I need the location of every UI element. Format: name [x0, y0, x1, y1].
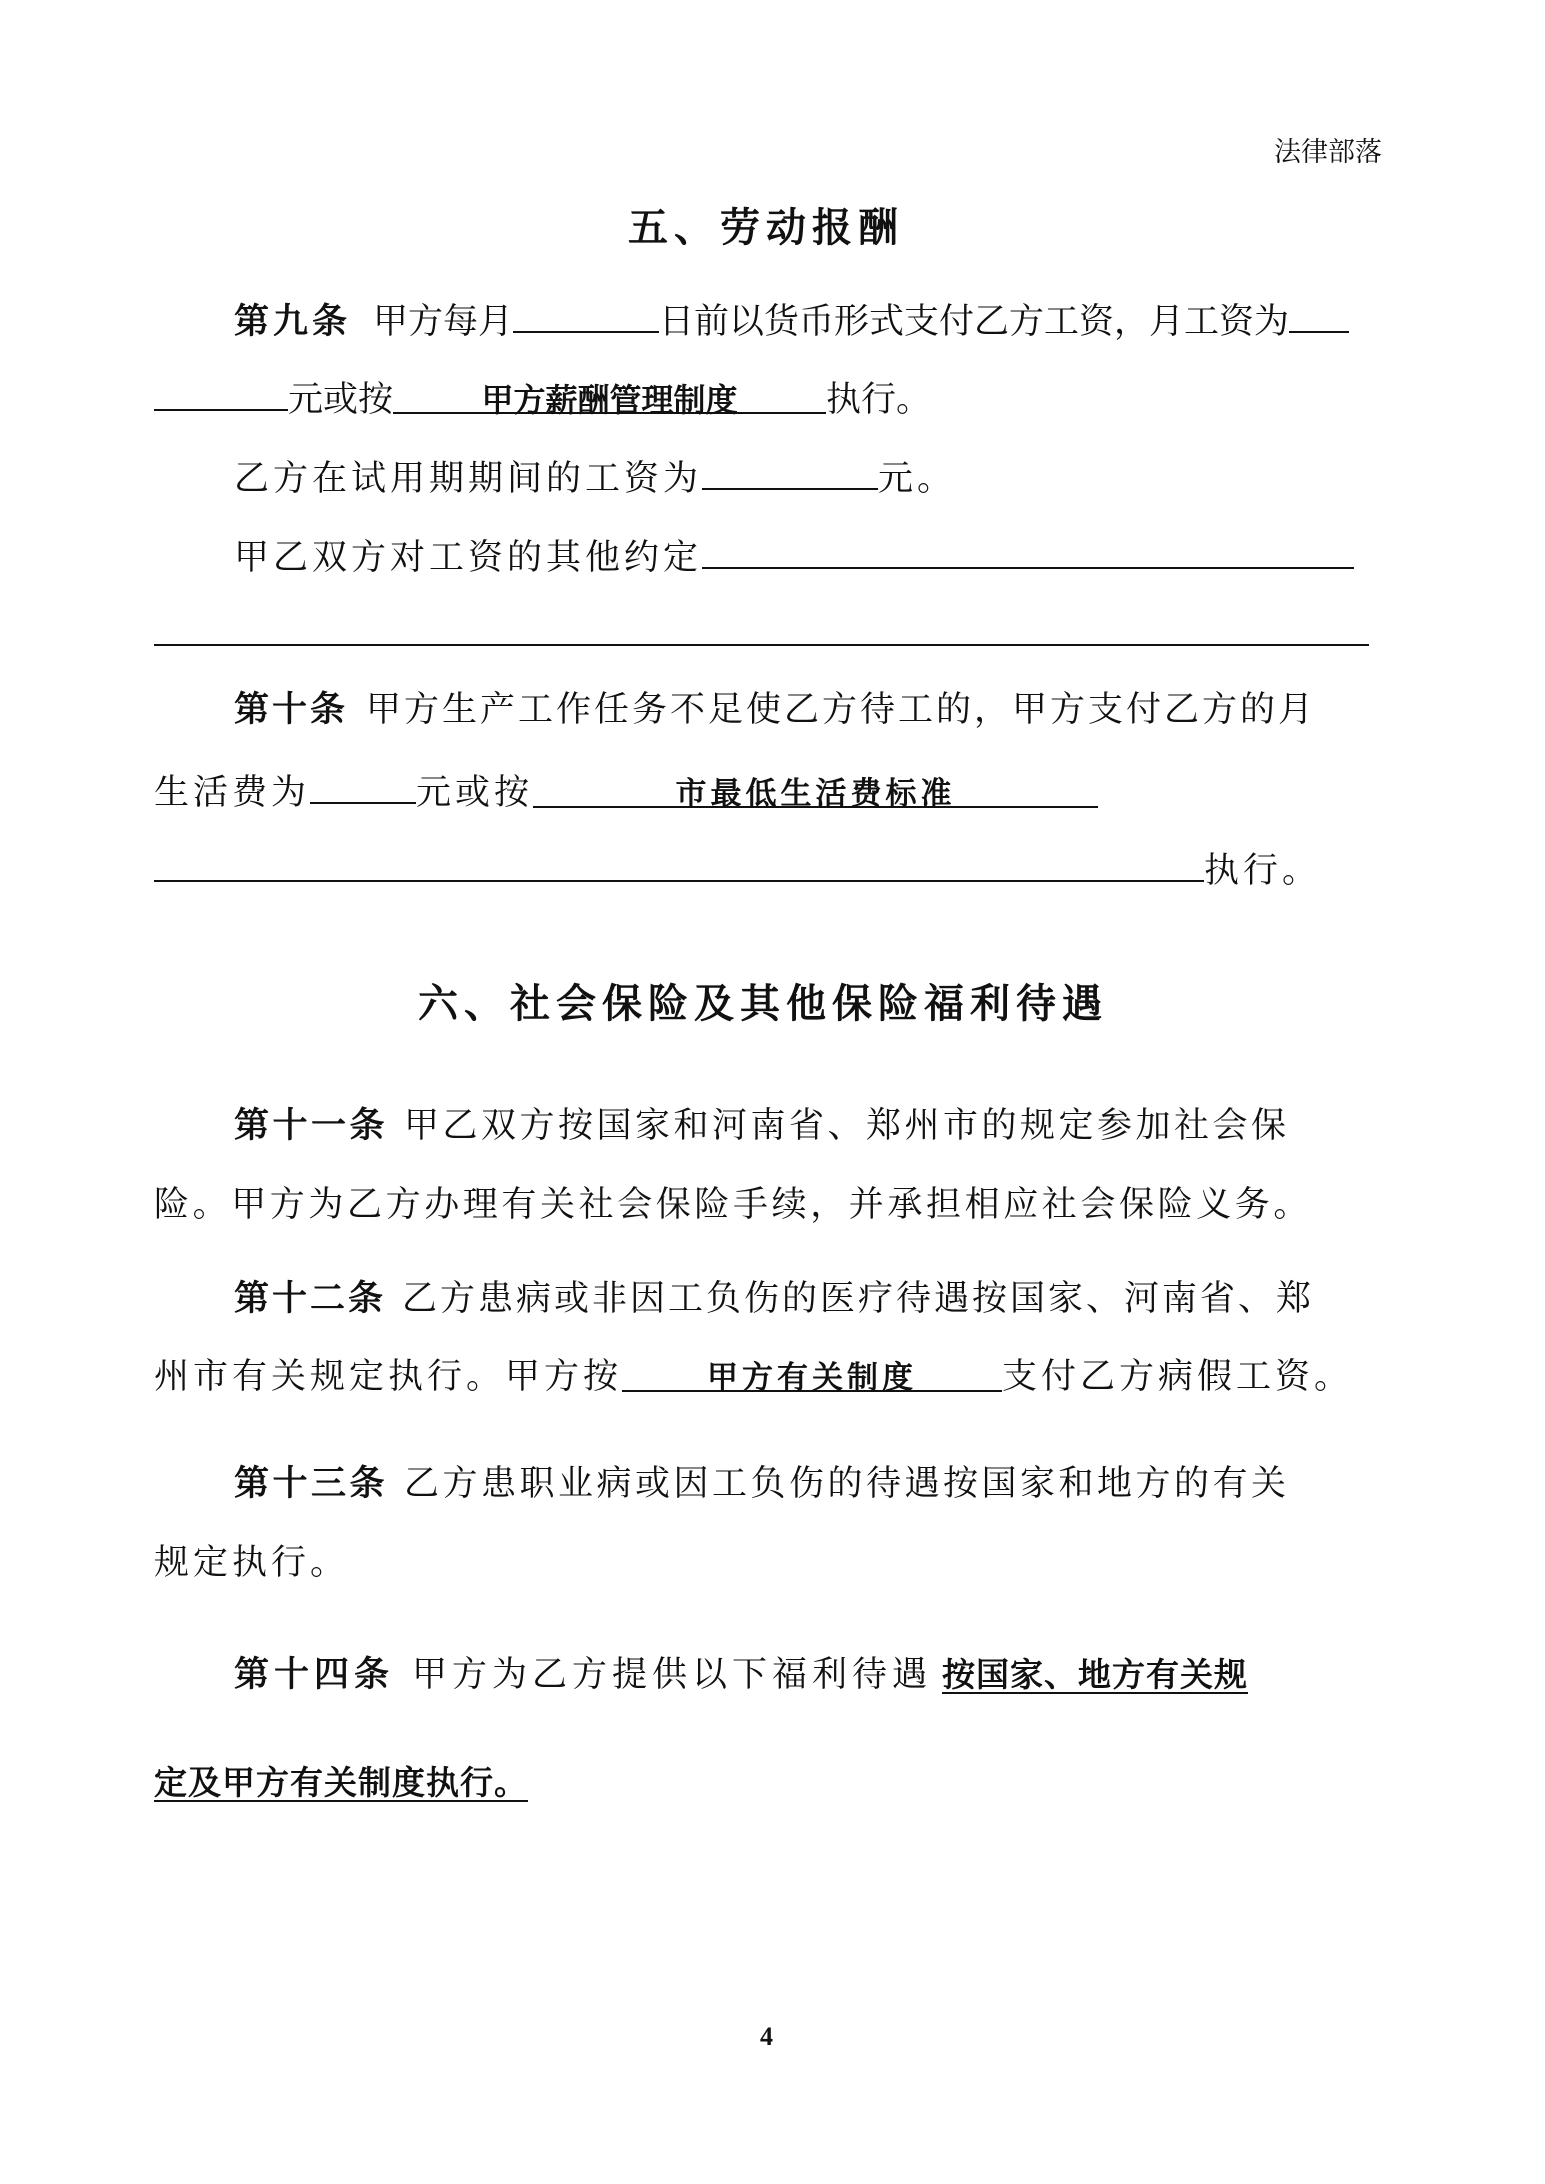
article-10-line-1	[234, 688, 1316, 732]
text: 甲乙双方对工资的其他约定	[234, 538, 703, 578]
blank-field	[702, 533, 1354, 569]
article-label: 第十四条	[234, 1655, 395, 1695]
blank-field	[154, 375, 288, 411]
text: 甲方为乙方提供以下福利待遇	[412, 1655, 933, 1695]
section-title: 五、劳动报酬	[628, 205, 904, 251]
probation-line	[234, 454, 956, 501]
blank-field	[310, 768, 416, 804]
article-13-line-1	[234, 1462, 1290, 1506]
filled-text: 按国家、地方有关规	[942, 1655, 1249, 1694]
text: 执行。	[826, 380, 932, 420]
text: 元或按	[288, 380, 394, 420]
article-14-line-2: 定及甲方有关制度执行。	[154, 1763, 528, 1802]
text: 支付乙方病假工资。	[1002, 1357, 1354, 1397]
article-label: 第九条	[234, 302, 352, 342]
text: 乙方患职业病或因工负伤的待遇按国家和地方的有关	[404, 1464, 1290, 1504]
text: 执行。	[1204, 851, 1322, 891]
text: 州市有关规定执行。甲方按	[154, 1357, 623, 1397]
filled-field: 甲方有关制度	[622, 1356, 1002, 1392]
filled-field: 甲方薪酬管理制度	[393, 378, 826, 414]
article-9-line-1	[234, 297, 1349, 344]
article-11-line-1	[234, 1104, 1290, 1148]
text: 元。	[878, 459, 957, 499]
text: 生活费为	[154, 773, 311, 813]
blank-line	[154, 644, 1369, 646]
section-title: 六、社会保险及其他保险福利待遇	[418, 981, 1108, 1027]
article-label: 第十三条	[234, 1464, 389, 1504]
text: 乙方患病或非因工负伤的医疗待遇按国家、河南省、郑	[402, 1279, 1315, 1319]
article-label: 第十条	[234, 690, 349, 730]
page-header: 法律部落	[1274, 137, 1382, 167]
filled-field: 市最低生活费标准	[533, 772, 1098, 808]
text: 乙方在试用期期间的工资为	[234, 459, 703, 499]
text: 元或按	[416, 773, 534, 813]
page-number: 4	[760, 2022, 773, 2051]
article-label: 第十一条	[234, 1106, 389, 1146]
blank-field	[1289, 297, 1349, 333]
article-14-line-1	[234, 1653, 1248, 1697]
article-label: 第十二条	[234, 1279, 387, 1319]
article-12-line-1	[234, 1277, 1314, 1321]
article-12-line-2	[154, 1355, 1353, 1399]
article-13-line-2: 规定执行。	[154, 1543, 350, 1583]
blank-field	[513, 297, 659, 333]
article-10-line-3	[154, 846, 1321, 893]
blank-field	[702, 454, 878, 490]
article-11-line-2: 险。甲方为乙方办理有关社会保险手续，并承担相应社会保险义务。	[154, 1185, 1313, 1225]
article-10-line-2	[154, 768, 1098, 815]
text: 日前以货币形式支付乙方工资，月工资为	[659, 302, 1290, 342]
blank-field	[154, 846, 1204, 882]
text: 甲方生产工作任务不足使乙方待工的，甲方支付乙方的月	[366, 690, 1317, 730]
article-9-line-2	[154, 375, 931, 422]
text: 甲方每月	[373, 302, 514, 342]
other-agreement-line	[234, 533, 1354, 580]
text: 甲乙双方按国家和河南省、郑州市的规定参加社会保	[404, 1106, 1290, 1146]
